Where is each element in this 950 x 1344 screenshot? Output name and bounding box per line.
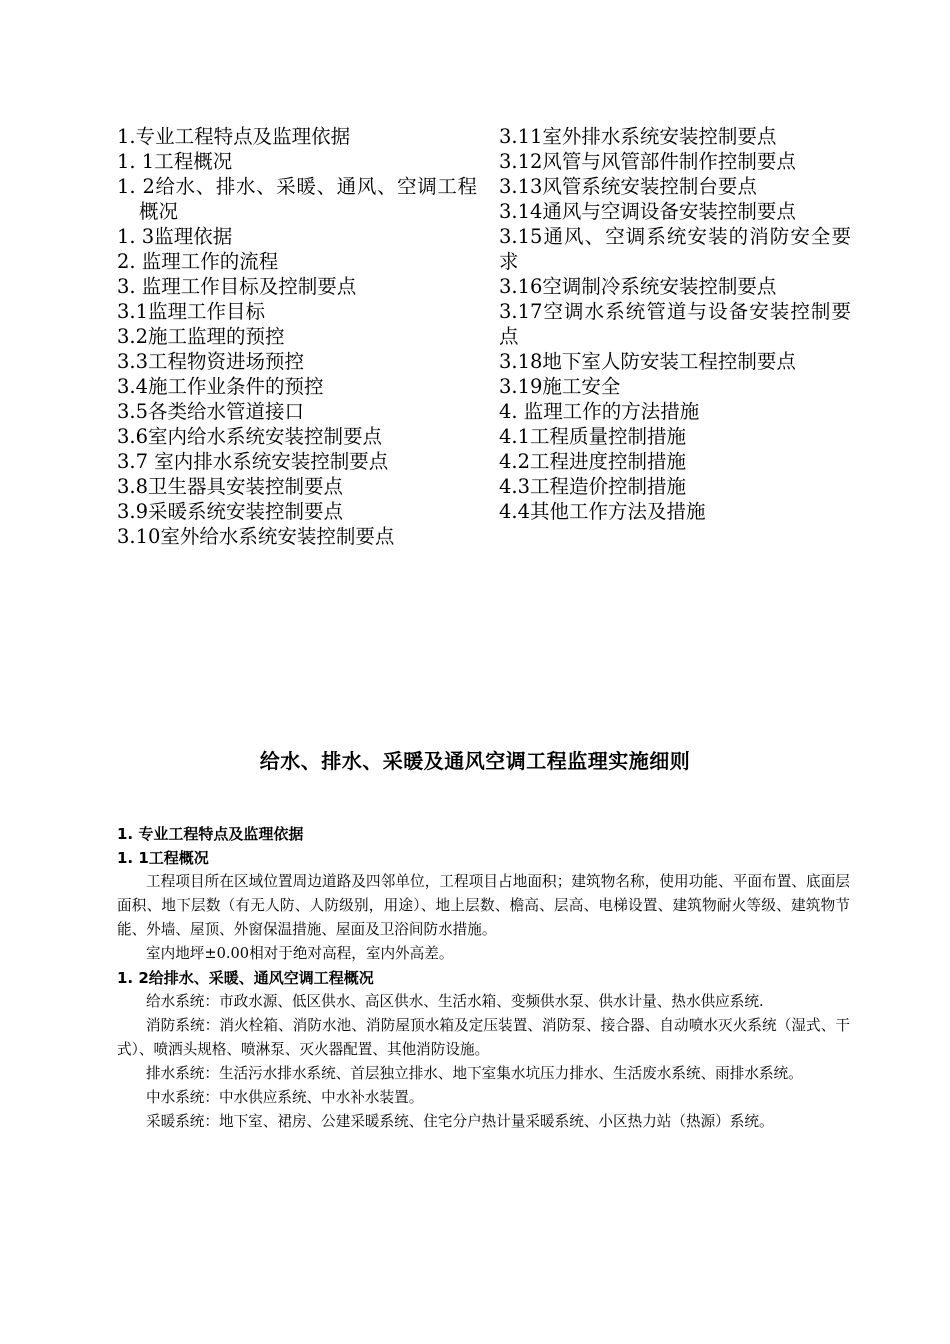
- toc-item[interactable]: 3.6室内给水系统安装控制要点: [117, 425, 383, 448]
- paragraph: 排水系统：生活污水排水系统、首层独立排水、地下室集水坑压力排水、生活废水系统、雨排水系统。: [146, 1065, 803, 1082]
- toc-item[interactable]: 3.1监理工作目标: [117, 300, 266, 323]
- toc-item[interactable]: 3.3工程物资进场预控: [117, 350, 305, 373]
- toc-item[interactable]: 3.7 室内排水系统安装控制要点: [117, 450, 389, 473]
- toc-item[interactable]: 3.15通风、空调系统安装的消防安全要求: [499, 225, 851, 273]
- toc-item[interactable]: 3.5各类给水管道接口: [117, 400, 305, 423]
- toc-item[interactable]: 3.8卫生器具安装控制要点: [117, 475, 344, 498]
- toc-item[interactable]: 4.2工程进度控制措施: [499, 450, 687, 473]
- toc-item[interactable]: 3. 监理工作目标及控制要点: [117, 275, 357, 298]
- toc-right-column: [499, 124, 851, 524]
- toc-left-column: [117, 124, 477, 549]
- paragraph: 工程项目所在区域位置周边道路及四邻单位，工程项目占地面积；建筑物名称，使用功能、平面布置、底面层面积、地下层数（有无人防、人防级别，用途）、地上层数、檐高、层高、电梯设置、建筑物耐火等级、建筑物节能、外墙、屋顶、外窗保温措施、屋面及卫浴间防水措施。: [117, 873, 850, 938]
- toc-item[interactable]: 3.13风管系统安装控制台要点: [499, 175, 757, 198]
- toc-item[interactable]: 1. 2给水、排水、采暖、通风、空调工程概况: [117, 175, 477, 223]
- toc-item[interactable]: 3.18地下室人防安装工程控制要点: [499, 350, 796, 373]
- toc-item[interactable]: 3.10室外给水系统安装控制要点: [117, 525, 395, 548]
- toc-item[interactable]: 3.16空调制冷系统安装控制要点: [499, 275, 777, 298]
- document-title: 给水、排水、采暖及通风空调工程监理实施细则: [259, 749, 691, 773]
- paragraph: 室内地坪±0.00相对于绝对高程，室内外高差。: [146, 945, 454, 962]
- toc-item[interactable]: 3.9采暖系统安装控制要点: [117, 500, 344, 523]
- section-heading: 1. 专业工程特点及监理依据: [117, 825, 304, 843]
- paragraph: 消防系统：消火栓箱、消防水池、消防屋顶水箱及定压装置、消防泵、接合器、自动喷水灭火系统（湿式、干式）、喷洒头规格、喷淋泵、灭火器配置、其他消防设施。: [117, 1017, 850, 1058]
- toc-item[interactable]: 4.1工程质量控制措施: [499, 425, 687, 448]
- toc-item[interactable]: 3.12风管与风管部件制作控制要点: [499, 150, 796, 173]
- toc-item[interactable]: 4.3工程造价控制措施: [499, 475, 687, 498]
- subsection-heading: 1. 1工程概况: [117, 849, 209, 867]
- toc-item[interactable]: 3.17空调水系统管道与设备安装控制要点: [499, 300, 851, 348]
- paragraph: 中水系统：中水供应系统、中水补水装置。: [146, 1089, 424, 1106]
- toc-item[interactable]: 3.2施工监理的预控: [117, 325, 285, 348]
- toc-item[interactable]: 3.14通风与空调设备安装控制要点: [499, 200, 796, 223]
- toc-item[interactable]: 3.4施工作业条件的预控: [117, 375, 324, 398]
- toc-item[interactable]: 1. 3监理依据: [117, 225, 233, 248]
- toc-item[interactable]: 1. 1工程概况: [117, 150, 233, 173]
- toc-item[interactable]: 1.专业工程特点及监理依据: [117, 125, 351, 148]
- subsection-heading: 1. 2给排水、采暖、通风空调工程概况: [117, 969, 374, 987]
- toc-item[interactable]: 3.11室外排水系统安装控制要点: [499, 125, 777, 148]
- paragraph: 给水系统：市政水源、低区供水、高区供水、生活水箱、变频供水泵、供水计量、热水供应系统.: [146, 993, 764, 1010]
- paragraph: 采暖系统：地下室、裙房、公建采暖系统、住宅分户热计量采暖系统、小区热力站（热源）系统。: [146, 1113, 774, 1130]
- toc-item[interactable]: 4.4其他工作方法及措施: [499, 500, 706, 523]
- toc-item[interactable]: 4. 监理工作的方法措施: [499, 400, 700, 423]
- document-body: [117, 822, 850, 1134]
- toc-item[interactable]: 2. 监理工作的流程: [117, 250, 279, 273]
- toc-item[interactable]: 3.19施工安全: [499, 375, 621, 398]
